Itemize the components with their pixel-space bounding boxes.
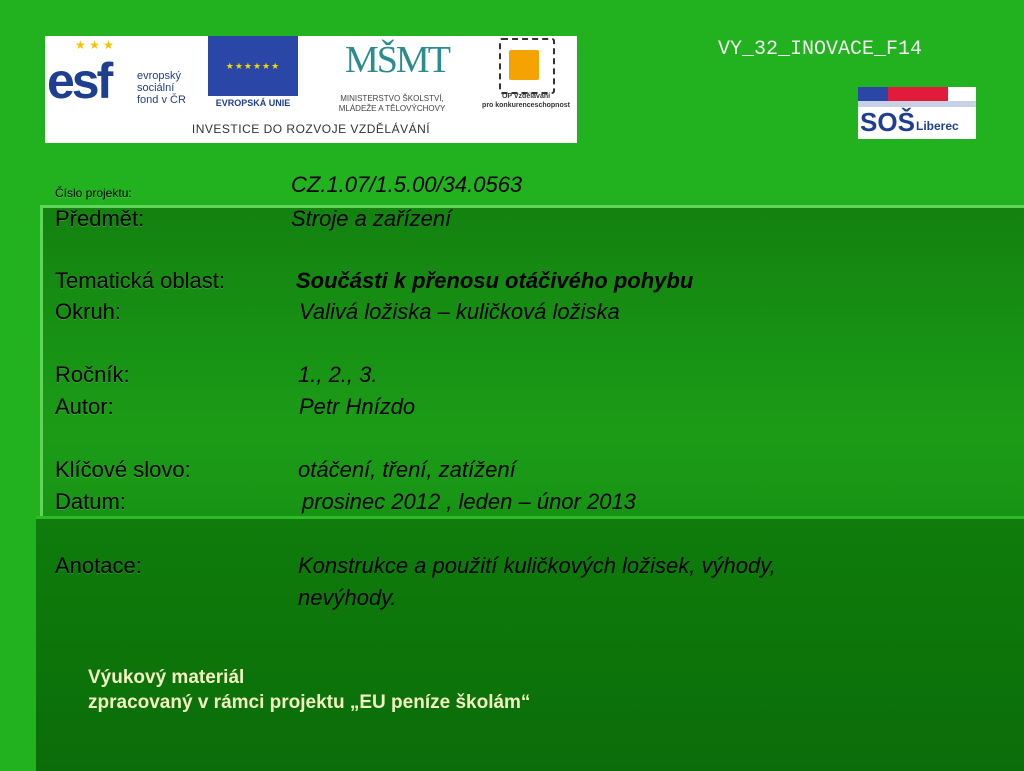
flag-red-stripe bbox=[888, 87, 948, 101]
topic-value: Součásti k přenosu otáčivého pohybu bbox=[296, 268, 694, 293]
keyword-value: otáčení, tření, zatížení bbox=[298, 457, 516, 482]
esf-letters: esf bbox=[47, 53, 111, 109]
annotation-label: Anotace: bbox=[55, 553, 142, 578]
msmt-logo: MŠMT bbox=[345, 39, 449, 81]
banner-footer: INVESTICE DO ROZVOJE VZDĚLÁVÁNÍ bbox=[191, 122, 431, 136]
topic-label: Tematická oblast: bbox=[55, 268, 225, 293]
op-text: OP Vzdělávání pro konkurenceschopnost bbox=[482, 93, 570, 109]
subject-label: Předmět: bbox=[55, 206, 145, 231]
material-code: VY_32_INOVACE_F14 bbox=[718, 38, 923, 61]
esf-logo bbox=[45, 36, 208, 118]
area-label: Okruh: bbox=[55, 299, 122, 324]
area-value: Valivá ložiska – kuličková ložiska bbox=[299, 299, 620, 324]
op-logo-icon bbox=[499, 38, 555, 94]
flag-blue-stripe bbox=[858, 87, 888, 101]
eu-funding-banner bbox=[45, 36, 577, 143]
school-city: Liberec bbox=[916, 119, 959, 133]
subject-value: Stroje a zařízení bbox=[291, 206, 452, 231]
project-number-value: CZ.1.07/1.5.00/34.0563 bbox=[291, 172, 523, 197]
school-abbr: SOŠ bbox=[860, 107, 915, 137]
footer-line2: zpracovaný v rámci projektu „EU peníze školám“ bbox=[88, 692, 531, 713]
date-value: prosinec 2012 , leden – únor 2013 bbox=[302, 489, 636, 514]
eu-stars-icon: ★★★★★★ bbox=[225, 60, 281, 71]
eu-flag-icon bbox=[208, 36, 298, 96]
date-label: Datum: bbox=[55, 489, 126, 514]
annotation-value-line2: nevýhody. bbox=[298, 585, 397, 610]
eu-label: EVROPSKÁ UNIE bbox=[215, 98, 291, 108]
author-value: Petr Hnízdo bbox=[299, 394, 416, 419]
project-number-label: Číslo projektu: bbox=[55, 186, 132, 200]
school-logo bbox=[858, 87, 976, 139]
grade-label: Ročník: bbox=[55, 362, 130, 387]
esf-text: evropský sociální fond v ČR bbox=[137, 70, 186, 106]
grade-value: 1., 2., 3. bbox=[298, 362, 378, 387]
keyword-label: Klíčové slovo: bbox=[55, 457, 191, 482]
msmt-text: MINISTERSTVO ŠKOLSTVÍ, MLÁDEŽE A TĚLOVÝCHOVY bbox=[338, 94, 446, 113]
annotation-value-line1: Konstrukce a použití kuličkových ložisek, výhody, bbox=[298, 553, 776, 578]
author-label: Autor: bbox=[55, 394, 114, 419]
esf-stars-icon: ★ ★ ★ bbox=[75, 38, 114, 52]
footer-text bbox=[88, 665, 530, 715]
footer-line1: Výukový materiál bbox=[88, 667, 245, 688]
